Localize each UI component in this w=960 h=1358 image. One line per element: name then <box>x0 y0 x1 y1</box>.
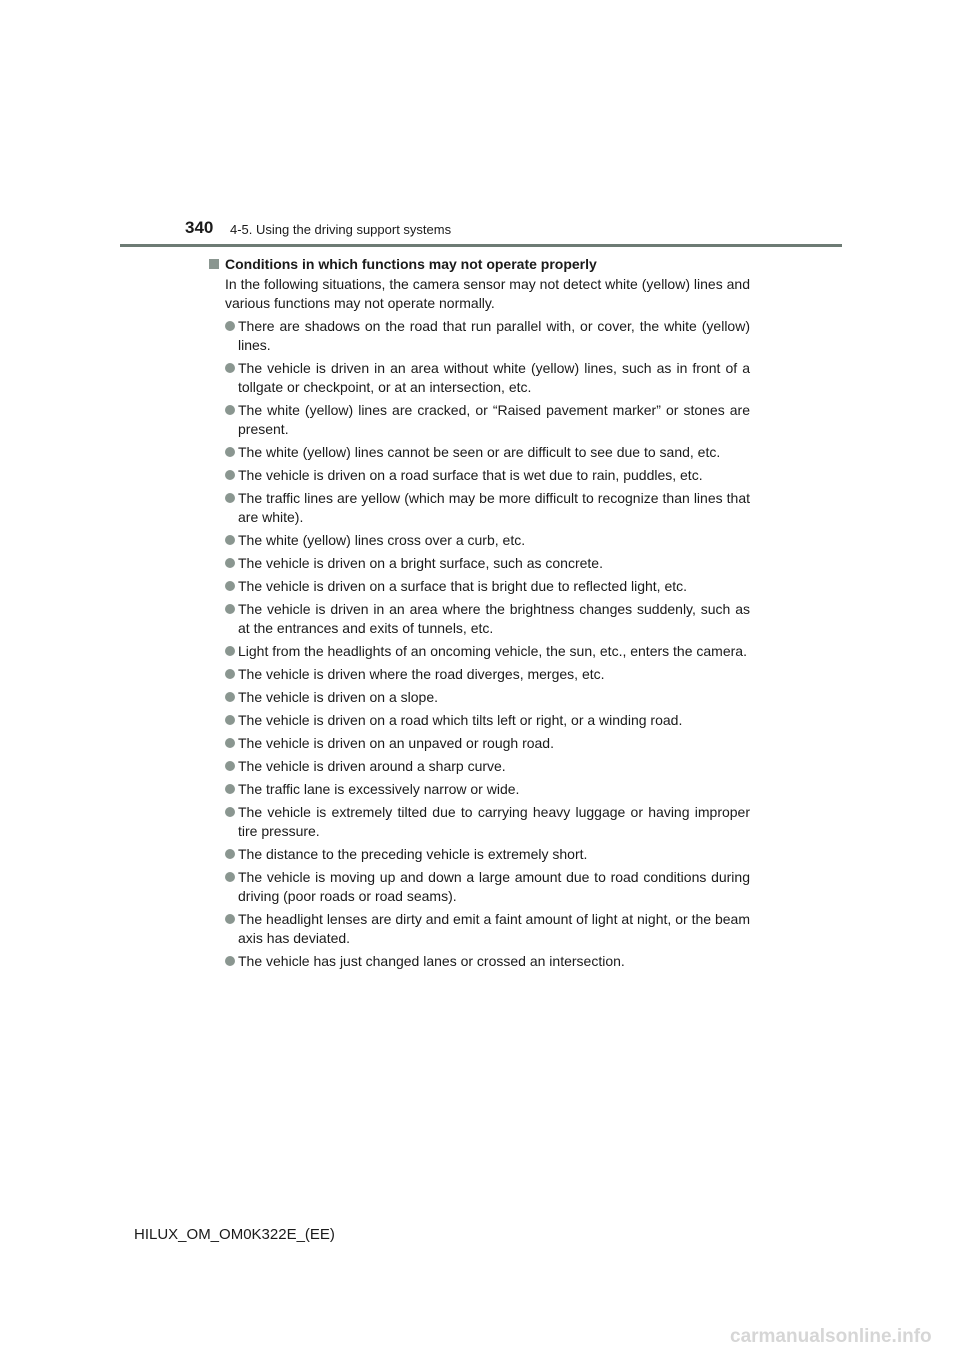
list-item <box>225 757 750 776</box>
circle-bullet-icon <box>225 692 235 702</box>
watermark: carmanualsonline.info <box>730 1326 932 1347</box>
list-item <box>225 577 750 596</box>
list-item <box>225 734 750 753</box>
circle-bullet-icon <box>225 956 235 966</box>
page-header <box>185 216 785 240</box>
circle-bullet-icon <box>225 321 235 331</box>
list-item-text: The vehicle is driven on a surface that is bright due to reflected light, etc. <box>238 578 688 594</box>
list-item <box>225 845 750 864</box>
list-item <box>225 642 750 661</box>
circle-bullet-icon <box>225 470 235 480</box>
list-item <box>225 780 750 799</box>
circle-bullet-icon <box>225 405 235 415</box>
list-item <box>225 489 750 527</box>
list-item-text: Light from the headlights of an oncoming vehicle, the sun, etc., enters the camera. <box>238 643 747 659</box>
circle-bullet-icon <box>225 363 235 373</box>
square-bullet-icon <box>209 259 219 269</box>
list-item-text: The vehicle is extremely tilted due to carrying heavy luggage or having improper tire pressure. <box>238 804 750 839</box>
list-item-text: The vehicle is driven on an unpaved or rough road. <box>238 735 554 751</box>
list-item <box>225 803 750 841</box>
circle-bullet-icon <box>225 447 235 457</box>
circle-bullet-icon <box>225 581 235 591</box>
list-item-text: The vehicle is driven on a bright surface, such as concrete. <box>238 555 603 571</box>
circle-bullet-icon <box>225 761 235 771</box>
list-item-text: The traffic lines are yellow (which may be more difficult to recognize than lines that are white). <box>238 490 750 525</box>
section-intro: In the following situations, the camera sensor may not detect white (yellow) lines and various functions may not operate normally. <box>225 276 750 311</box>
section-heading <box>209 255 750 274</box>
page-number: 340 <box>185 218 214 237</box>
circle-bullet-icon <box>225 784 235 794</box>
list-item <box>225 443 750 462</box>
list-item-text: The distance to the preceding vehicle is extremely short. <box>238 846 588 862</box>
list-item-text: The vehicle is driven in an area where the brightness changes suddenly, such as at the entrances and exits of tunnels, etc. <box>238 601 750 636</box>
list-item-text: The vehicle is driven around a sharp curve. <box>238 758 506 774</box>
list-item-text: The vehicle is driven on a road surface that is wet due to rain, puddles, etc. <box>238 467 703 483</box>
circle-bullet-icon <box>225 558 235 568</box>
list-item-text: The white (yellow) lines cannot be seen or are difficult to see due to sand, etc. <box>238 444 721 460</box>
header-divider <box>120 244 842 247</box>
list-item <box>225 317 750 355</box>
list-item <box>225 359 750 397</box>
circle-bullet-icon <box>225 535 235 545</box>
list-item <box>225 600 750 638</box>
list-item <box>225 401 750 439</box>
list-item-text: The white (yellow) lines cross over a curb, etc. <box>238 532 526 548</box>
list-item <box>225 711 750 730</box>
list-item-text: The vehicle is driven on a slope. <box>238 689 438 705</box>
list-item-text: The traffic lane is excessively narrow or wide. <box>238 781 520 797</box>
list-item <box>225 952 750 971</box>
list-item-text: The vehicle is moving up and down a large amount due to road conditions during driving (poor roads or road seams). <box>238 869 750 904</box>
circle-bullet-icon <box>225 646 235 656</box>
circle-bullet-icon <box>225 872 235 882</box>
list-item-text: The vehicle has just changed lanes or crossed an intersection. <box>238 953 625 969</box>
circle-bullet-icon <box>225 807 235 817</box>
circle-bullet-icon <box>225 669 235 679</box>
list-item <box>225 910 750 948</box>
list-item-text: The vehicle is driven on a road which tilts left or right, or a winding road. <box>238 712 683 728</box>
list-item <box>225 554 750 573</box>
list-item <box>225 688 750 707</box>
list-item <box>225 665 750 684</box>
circle-bullet-icon <box>225 493 235 503</box>
list-item <box>225 531 750 550</box>
section-heading-text: Conditions in which functions may not operate properly <box>225 256 597 272</box>
list-item-text: The white (yellow) lines are cracked, or “Raised pavement marker” or stones are present. <box>238 402 750 437</box>
circle-bullet-icon <box>225 604 235 614</box>
circle-bullet-icon <box>225 738 235 748</box>
section-title: 4-5. Using the driving support systems <box>230 222 452 237</box>
page-content <box>209 255 750 975</box>
circle-bullet-icon <box>225 849 235 859</box>
document-code: HILUX_OM_OM0K322E_(EE) <box>134 1226 335 1243</box>
list-item-text: The vehicle is driven where the road diverges, merges, etc. <box>238 666 605 682</box>
list-item-text: The headlight lenses are dirty and emit a faint amount of light at night, or the beam axis has deviated. <box>238 911 750 946</box>
list-item-text: The vehicle is driven in an area without white (yellow) lines, such as in front of a tollgate or checkpoint, or at an intersection, etc. <box>238 360 750 395</box>
circle-bullet-icon <box>225 914 235 924</box>
list-item <box>225 868 750 906</box>
conditions-list <box>209 317 750 971</box>
list-item-text: There are shadows on the road that run parallel with, or cover, the white (yellow) lines. <box>238 318 750 353</box>
circle-bullet-icon <box>225 715 235 725</box>
list-item <box>225 466 750 485</box>
